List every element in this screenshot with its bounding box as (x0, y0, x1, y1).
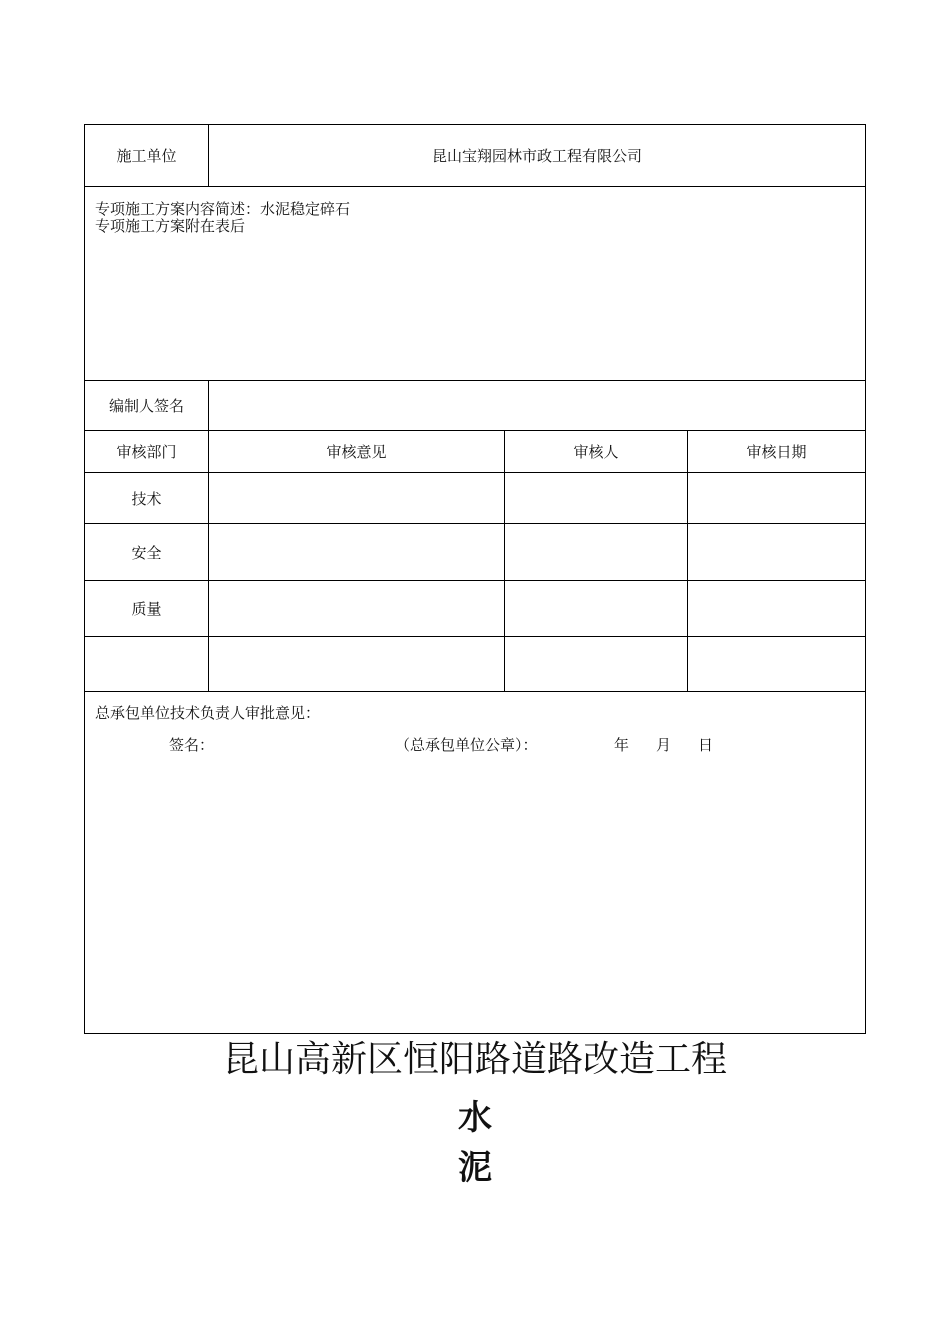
review-row-blank (85, 637, 865, 692)
review-row-technical (85, 473, 865, 524)
review-dept-cell (85, 581, 209, 636)
summary-row (85, 187, 865, 381)
review-reviewer-field[interactable] (505, 524, 688, 580)
review-dept-cell (85, 524, 209, 580)
header-opinion-label: 审核意见 (326, 443, 387, 461)
review-date-field[interactable] (688, 581, 865, 636)
header-reviewer (505, 431, 688, 472)
unit-label-cell (85, 125, 209, 186)
approval-row (85, 692, 865, 1033)
review-reviewer-field[interactable] (505, 637, 688, 691)
title-char-2: 泥 (458, 1148, 492, 1188)
author-row (85, 381, 865, 431)
review-opinion-field[interactable] (209, 581, 505, 636)
review-row-quality (85, 581, 865, 637)
review-dept-cell (85, 637, 209, 691)
unit-value-cell (209, 125, 865, 186)
unit-row (85, 125, 865, 187)
unit-label: 施工单位 (116, 147, 177, 165)
review-reviewer-field[interactable] (505, 473, 688, 523)
review-reviewer-field[interactable] (505, 581, 688, 636)
review-date-field[interactable] (688, 524, 865, 580)
seal-label: （总承包单位公章）： (395, 736, 538, 754)
approval-label: 总承包单位技术负责人审批意见： (95, 704, 321, 722)
review-dept-label: 安全 (131, 543, 162, 562)
year-label: 年 (614, 736, 630, 754)
review-dept-label: 质量 (131, 600, 162, 618)
summary-text (95, 201, 350, 235)
review-date-field[interactable] (688, 473, 865, 523)
month-label: 月 (656, 736, 672, 754)
header-dept-label: 审核部门 (116, 443, 177, 461)
summary-line-2: 专项施工方案附在表后 (95, 217, 246, 235)
review-header-row (85, 431, 865, 473)
review-opinion-field[interactable] (209, 473, 505, 523)
author-signature-field[interactable] (209, 381, 865, 430)
review-date-field[interactable] (688, 637, 865, 691)
unit-value: 昆山宝翔园林市政工程有限公司 (431, 147, 642, 165)
summary-line-1: 专项施工方案内容简述：水泥稳定碎石 (95, 200, 351, 218)
author-label-cell (85, 381, 209, 430)
author-label: 编制人签名 (108, 397, 184, 415)
review-opinion-field[interactable] (209, 637, 505, 691)
header-dept (85, 431, 209, 472)
review-opinion-field[interactable] (209, 524, 505, 580)
day-label: 日 (698, 736, 714, 754)
title-char-1: 水 (458, 1098, 492, 1138)
header-reviewer-label: 审核人 (573, 443, 619, 461)
review-dept-cell (85, 473, 209, 523)
review-row-safety (85, 524, 865, 581)
header-date-label: 审核日期 (746, 443, 807, 461)
header-date (688, 431, 865, 472)
approval-form (84, 124, 866, 1034)
review-dept-label: 技术 (131, 489, 162, 508)
document-title: 昆山高新区恒阳路道路改造工程 (222, 1039, 727, 1080)
sign-label: 签名： (169, 736, 215, 754)
header-opinion (209, 431, 505, 472)
